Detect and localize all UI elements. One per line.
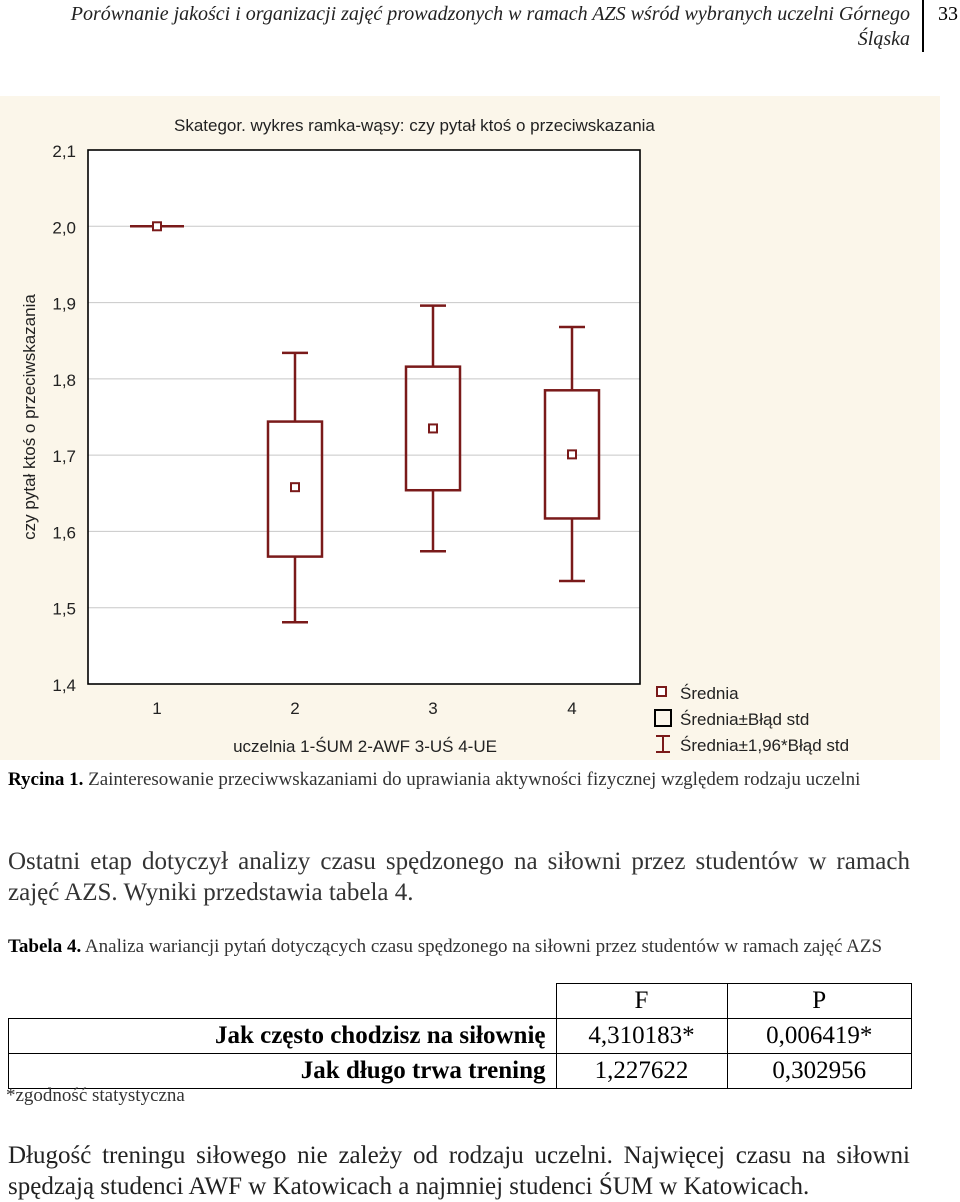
page-number: 33 xyxy=(938,3,958,25)
anova-table xyxy=(8,983,912,1089)
y-tick-label: 2,0 xyxy=(52,218,76,238)
table-header-row xyxy=(9,984,912,1019)
header-rule xyxy=(922,0,924,52)
x-tick-label: 2 xyxy=(290,699,300,718)
y-axis-label: czy pytał ktoś o przeciwskazania xyxy=(20,294,39,540)
legend-mean-icon xyxy=(657,687,666,696)
box-whisker-chart xyxy=(0,96,940,760)
y-tick-label: 1,6 xyxy=(52,523,76,543)
table-caption-label: Tabela 4. xyxy=(8,936,82,957)
body-paragraph-1: Ostatni etap dotyczył analizy czasu spędzonego na siłowni przez studentów w ramach zajęć AZS. Wyniki przedstawia tabela 4. xyxy=(8,848,910,906)
table-cell-f: 4,310183* xyxy=(556,1019,727,1054)
x-axis-label: uczelnia 1-ŚUM 2-AWF 3-UŚ 4-UE xyxy=(233,737,497,756)
running-header: Porównanie jakości i organizacji zajęć prowadzonych w ramach AZS wśród wybranych uczelni Górnego Śląska xyxy=(70,3,910,50)
legend-se-label: Średnia±Błąd std xyxy=(680,710,810,729)
y-tick-label: 1,7 xyxy=(52,447,76,467)
legend-mean-label: Średnia xyxy=(680,684,739,703)
x-tick-label: 1 xyxy=(152,699,162,718)
body-paragraph-2: Długość treningu siłowego nie zależy od rodzaju uczelni. Najwięcej czasu na siłowni spędzają studenci AWF w Katowicach a najmniej studenci ŚUM w Katowicach. xyxy=(8,1142,910,1200)
x-tick-label: 4 xyxy=(567,699,577,718)
mean-marker xyxy=(568,450,576,458)
figure-caption xyxy=(8,768,913,792)
table-row-label: Jak często chodzisz na siłownię xyxy=(9,1019,557,1054)
table-cell-p: 0,006419* xyxy=(727,1019,912,1054)
table-header-p: P xyxy=(727,984,912,1019)
y-tick-label: 1,9 xyxy=(52,294,76,314)
y-tick-label: 1,5 xyxy=(52,599,76,619)
mean-marker xyxy=(291,483,299,491)
figure-caption-label: Rycina 1. xyxy=(8,769,84,790)
x-tick-label: 3 xyxy=(428,699,438,718)
table-cell-f: 1,227622 xyxy=(556,1054,727,1089)
table-row-label: Jak długo trwa trening xyxy=(9,1054,557,1089)
figure-caption-text: Zainteresowanie przeciwwskazaniami do uprawiania aktywności fizycznej względem rodzaju uczelni xyxy=(83,769,861,790)
plot-area xyxy=(88,150,640,684)
table-caption xyxy=(8,934,913,959)
y-tick-label: 2,1 xyxy=(52,142,76,161)
legend-ci-label: Średnia±1,96*Błąd std xyxy=(680,736,850,755)
chart-title: Skategor. wykres ramka-wąsy: czy pytał ktoś o przeciwskazania xyxy=(174,116,655,135)
table-caption-text: Analiza wariancji pytań dotyczących czasu spędzonego na siłowni przez studentów w ramach zajęć AZS xyxy=(81,936,883,957)
table-row xyxy=(9,1019,912,1054)
y-tick-label: 1,8 xyxy=(52,370,76,390)
table-corner-cell xyxy=(9,984,557,1019)
table-header-f: F xyxy=(556,984,727,1019)
table-footnote: *zgodność statystyczna xyxy=(6,1085,185,1106)
y-tick-label: 1,4 xyxy=(52,676,76,695)
legend-se-icon xyxy=(655,710,671,726)
mean-marker xyxy=(153,222,161,230)
table-cell-p: 0,302956 xyxy=(727,1054,912,1089)
mean-marker xyxy=(429,424,437,432)
